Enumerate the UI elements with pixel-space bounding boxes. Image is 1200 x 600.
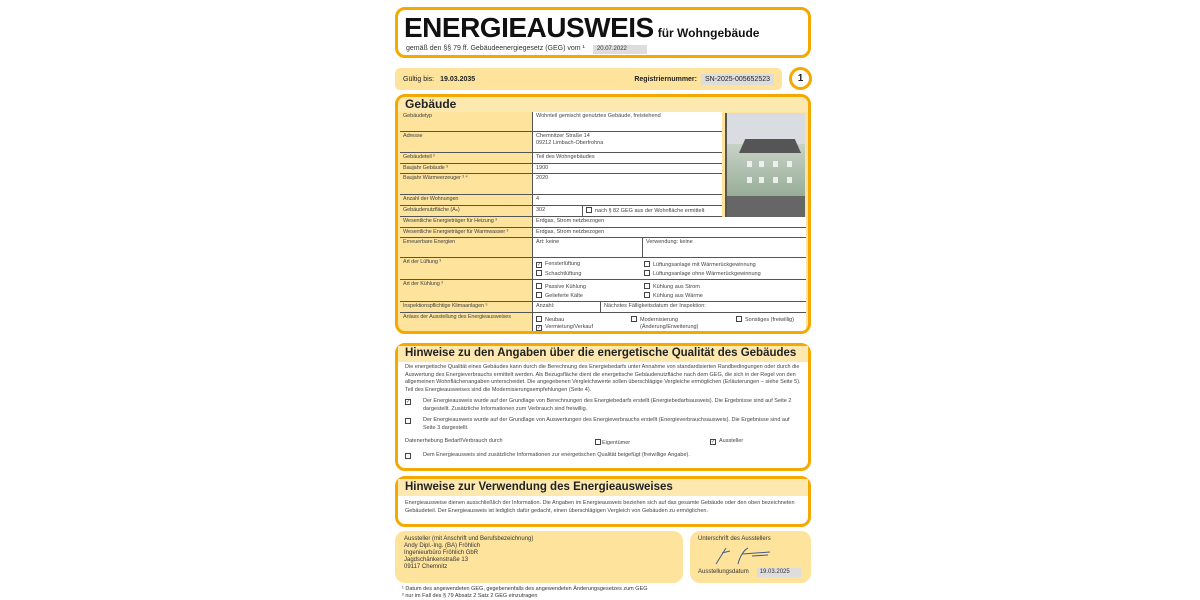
additional-info-option[interactable]	[398, 450, 808, 462]
signature-label: Unterschrift des Ausstellers	[698, 536, 771, 542]
option[interactable]	[644, 270, 806, 279]
option[interactable]	[644, 283, 806, 292]
area-method-option[interactable]	[583, 206, 707, 216]
window	[747, 177, 752, 183]
owner-option[interactable]	[595, 438, 710, 448]
data-collection-row	[398, 436, 808, 450]
row-value	[532, 302, 806, 313]
building-row	[400, 228, 806, 238]
issuer-option-label: Aussteller	[719, 438, 744, 444]
checkbox[interactable]	[536, 270, 542, 276]
row-label: Anzahl der Wohnungen	[400, 195, 532, 206]
building-row	[400, 313, 806, 333]
value-line: Wohnteil gemischt genutztes Gebäude, freistehend	[536, 113, 661, 119]
window	[747, 161, 752, 167]
law-date: 20.07.2022	[593, 45, 647, 54]
option-label: (Änderung/Erweiterung)	[640, 324, 699, 330]
option[interactable]	[536, 261, 644, 270]
row-label: Wesentliche Energieträger für Warmwasser ³	[400, 228, 532, 238]
checkbox[interactable]	[586, 207, 592, 213]
building-row	[400, 217, 806, 228]
row-value	[532, 313, 806, 333]
row-label: Art der Lüftung ³	[400, 258, 532, 280]
row-value-part: Verwendung: keine	[646, 239, 693, 245]
row-label: Gebäudeteil ²	[400, 153, 532, 164]
option-label: Kühlung aus Strom	[653, 284, 700, 290]
verbrauch-option[interactable]	[398, 415, 808, 434]
value-line: 1900	[536, 165, 549, 171]
footnote: ¹ Datum des angewendeten GEG, gegebenenfalls des angewendeten Änderungsgesetzes zum GEG	[402, 586, 648, 592]
building-row	[400, 258, 806, 280]
row-label: Gebäudenutzfläche (Aₙ)	[400, 206, 532, 217]
window	[773, 177, 778, 183]
area-method-label: nach § 82 GEG aus der Wohnfläche ermittelt	[595, 208, 705, 214]
checkbox[interactable]	[644, 261, 650, 267]
roof	[739, 139, 801, 153]
option[interactable]	[644, 292, 806, 301]
option-label: Passive Kühlung	[545, 284, 586, 290]
usage-title: Hinweise zur Verwendung des Energieausweises	[398, 479, 808, 496]
reg-number: SN-2025-005652523	[701, 74, 774, 85]
option-label: Neubau	[545, 317, 565, 323]
row-label: Baujahr Gebäude ³	[400, 164, 532, 174]
row-label: Wesentliche Energieträger für Heizung ³	[400, 217, 532, 228]
checkbox[interactable]	[595, 439, 601, 445]
checkbox[interactable]	[631, 316, 637, 322]
usage-text: Energieausweise dienen ausschließlich der Information. Die Angaben im Energieausweis beziehen sich auf das gesamte Gebäude oder den oben bezeichneten Gebäudeteil. Der Energieausweis ist lediglich dafür gedacht, einen überschlägigen Vergleich von Gebäuden zu ermöglichen.	[405, 500, 795, 514]
footnotes	[402, 586, 648, 600]
option[interactable]	[631, 316, 736, 324]
footnote: ² nur im Fall des § 79 Absatz 2 Satz 2 GEG einzutragen	[402, 593, 538, 599]
issue-date-label: Ausstellungsdatum	[698, 569, 749, 575]
building-row	[400, 280, 806, 302]
issuer-option[interactable]	[710, 438, 743, 448]
option-label: Lüftungsanlage mit Wärmerückgewinnung	[653, 262, 756, 268]
additional-info-text: Dem Energieausweis sind zusätzliche Informationen zur energetischen Qualität beigefügt (freiwillige Angabe).	[423, 451, 690, 458]
window	[773, 161, 778, 167]
building-title: Gebäude	[398, 97, 808, 112]
reg-label: Registriernummer:	[634, 75, 697, 83]
signature-image	[708, 544, 778, 566]
notes-intro: Die energetische Qualität eines Gebäudes kann durch die Berechnung des Energiebedarfs unter Annahme von standardisierten Randbedingungen oder durch die Auswertung des Energieverbrauchs ermittelt werden. Als Bezugsfläche dient die energetische Gebäudenutzfläche nach dem GEG, die sich in der Regel von den allgemeinen Wohnflächenangaben unterscheidet. Die angegebenen Vergleichswerte sollen überschlägige Vergleiche ermöglichen (Erläuterungen – siehe Seite 5). Teil des Energieausweises sind die Modernisierungsempfehlungen (Seite 4).	[405, 364, 801, 393]
notes-title: Hinweise zu den Angaben über die energetische Qualität des Gebäudes	[398, 346, 808, 362]
issuer-line: Andy Dipl.-Ing. (BA) Fröhlich	[404, 543, 481, 549]
building-row	[400, 164, 722, 174]
row-value	[532, 195, 722, 206]
checkbox[interactable]	[644, 270, 650, 276]
row-value	[532, 132, 722, 153]
option[interactable]	[644, 261, 806, 270]
page-number-badge: 1	[789, 67, 812, 90]
row-label: Anlass der Ausstellung des Energieausweises	[400, 313, 532, 333]
option-label: Vermietung/Verkauf	[545, 324, 594, 330]
window	[787, 177, 792, 183]
validity-bar	[395, 68, 782, 90]
row-value	[532, 153, 722, 164]
bedarf-option[interactable]	[398, 396, 808, 415]
checkbox[interactable]	[736, 316, 742, 322]
value-line: 4	[536, 196, 540, 202]
valid-date: 19.03.2035	[440, 75, 476, 83]
option-label: Kühlung aus Wärme	[653, 292, 703, 299]
checkbox-checked[interactable]: ✓	[537, 262, 542, 268]
issuer-label: Aussteller (mit Anschrift und Berufsbezeichnung)	[404, 536, 534, 542]
window	[759, 161, 764, 167]
row-value-part: Art: keine	[533, 238, 643, 257]
checkbox[interactable]	[405, 453, 411, 459]
row-value	[532, 280, 806, 302]
option[interactable]	[536, 316, 631, 324]
issue-date: 19.03.2025	[757, 568, 801, 577]
building-photo	[725, 113, 805, 217]
row-label: Art der Kühlung ³	[400, 280, 532, 302]
option-label: Schachtlüftung	[545, 270, 582, 277]
building-row	[400, 238, 806, 258]
bedarf-text: Der Energieausweis wurde auf der Grundlage von Berechnungen des Energiebedarfs erstellt (Energiebedarfsausweis). Die Ergebnisse sind auf Seite 2 dargestellt. Zusätzliche Informationen zum Verbrauch sind freiwillig.	[423, 398, 792, 412]
checkbox[interactable]	[536, 283, 542, 289]
row-value	[532, 228, 806, 238]
law-reference	[406, 44, 647, 54]
row-label: Erneuerbare Energien	[400, 238, 532, 258]
row-value	[532, 174, 722, 195]
value-line: 09212 Limbach-Oberfrohna	[536, 140, 604, 146]
building-row	[400, 112, 722, 132]
option[interactable]	[536, 292, 644, 301]
row-value	[532, 206, 722, 217]
option[interactable]	[736, 316, 806, 324]
notes-section	[395, 343, 811, 471]
checkbox[interactable]	[405, 418, 411, 424]
row-label: Inspektionspflichtige Klimaanlagen ⁵	[400, 302, 532, 313]
checkbox-checked[interactable]: ✓	[537, 325, 542, 331]
signature-box	[690, 531, 811, 583]
value-line: Erdgas, Strom netzbezogen	[536, 229, 605, 235]
value-line: Chemnitzer Straße 14	[536, 133, 590, 139]
checkbox[interactable]	[536, 292, 542, 298]
value-line: Teil des Wohngebäudes	[536, 154, 595, 160]
row-label: Gebäudetyp	[400, 112, 532, 132]
row-value	[532, 112, 722, 132]
law-text: gemäß den §§ 79 ff. Gebäudeenergiegesetz (GEG) vom ¹	[406, 45, 585, 52]
value-line: 2020	[536, 175, 549, 181]
option[interactable]	[536, 270, 644, 279]
building-section	[395, 94, 811, 334]
issuer-line: Jagdschänkenstraße 13	[404, 557, 469, 563]
building-row	[400, 195, 722, 206]
building-row	[400, 132, 722, 153]
row-value	[532, 217, 806, 228]
title-subtitle: für Wohngebäude	[657, 26, 760, 40]
building-row	[400, 302, 806, 313]
checkbox-checked[interactable]: ✓	[711, 439, 716, 445]
row-value-part: Anzahl:	[533, 302, 601, 312]
option-label: Modernisierung	[640, 317, 678, 323]
window	[759, 177, 764, 183]
option[interactable]	[536, 283, 644, 292]
row-value	[532, 238, 806, 258]
row-label: Baujahr Wärmeerzeuger ³ ⁴	[400, 174, 532, 195]
option-label: Sonstiges (freiwillig)	[745, 317, 794, 323]
row-value	[532, 258, 806, 280]
option[interactable]	[631, 324, 736, 331]
building-row	[400, 153, 722, 164]
row-label: Adresse	[400, 132, 532, 153]
header-box	[395, 7, 811, 58]
checkbox-checked[interactable]: ✓	[406, 399, 411, 405]
building-row	[400, 206, 722, 217]
value-line: Erdgas, Strom netzbezogen	[536, 218, 605, 224]
option-label: Fensterlüftung	[545, 261, 581, 267]
issuer-line: 09117 Chemnitz	[404, 564, 448, 570]
checkbox[interactable]	[536, 316, 542, 322]
option[interactable]	[536, 324, 631, 331]
area-value: 302	[533, 206, 583, 216]
checkbox[interactable]	[644, 292, 650, 298]
page-title	[404, 13, 759, 48]
option-label: Lüftungsanlage ohne Wärmerückgewinnung	[653, 270, 761, 277]
valid-label: Gültig bis:	[403, 75, 435, 83]
row-value-part: Nächstes Fälligkeitsdatum der Inspektion:	[604, 303, 706, 309]
owner-label: Eigentümer	[602, 440, 631, 446]
data-collection-label: Datenerhebung Bedarf/Verbrauch durch	[405, 438, 503, 444]
checkbox[interactable]	[644, 283, 650, 289]
building-row	[400, 174, 722, 195]
usage-section	[395, 476, 811, 527]
window	[787, 161, 792, 167]
registration	[634, 76, 774, 83]
option-label: Gelieferte Kälte	[545, 292, 583, 299]
issuer-line: Ingenieurbüro Fröhlich GbR	[404, 550, 479, 556]
verbrauch-text: Der Energieausweis wurde auf der Grundlage von Auswertungen des Energieverbrauchs erstellt (Energieverbrauchsausweis). Die Ergebnisse sind auf Seite 3 dargestellt.	[423, 417, 790, 431]
issuer-box	[395, 531, 683, 583]
row-value	[532, 164, 722, 174]
title-main: ENERGIEAUSWEIS	[404, 12, 654, 43]
